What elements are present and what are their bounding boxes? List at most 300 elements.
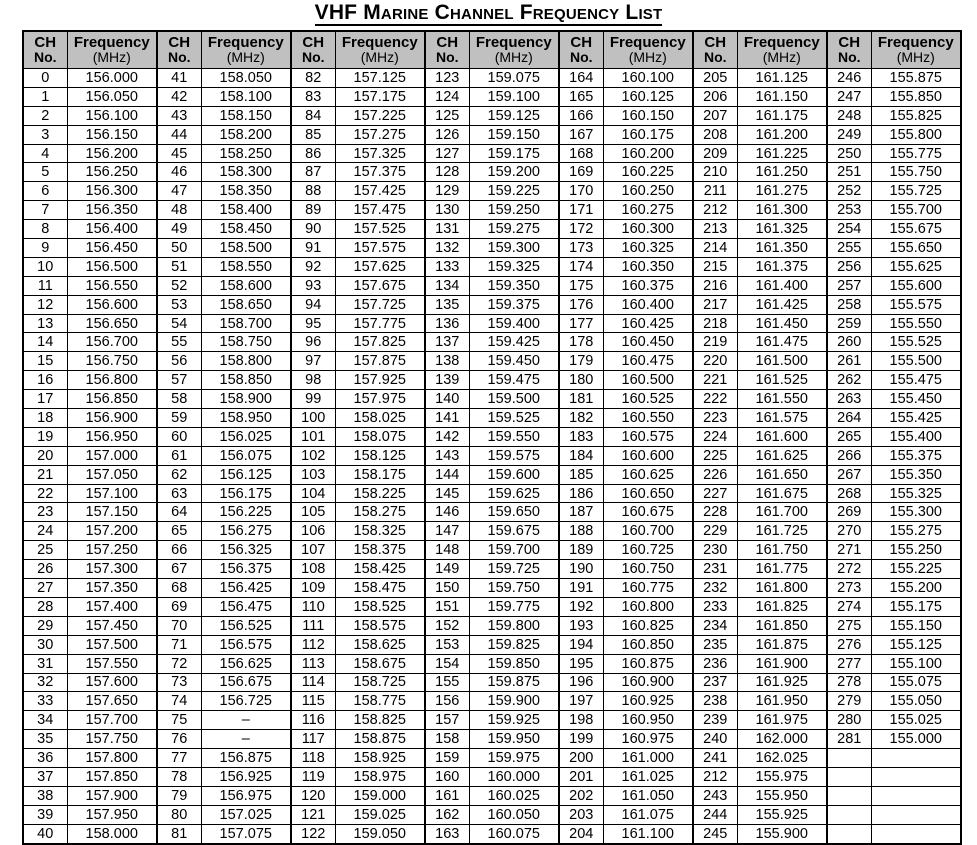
channel-number-cell bbox=[827, 824, 871, 843]
frequency-cell: 160.250 bbox=[603, 182, 693, 201]
frequency-cell: 161.850 bbox=[737, 616, 827, 635]
frequency-cell: 159.000 bbox=[335, 786, 425, 805]
table-row bbox=[23, 730, 961, 749]
channel-number-cell: 277 bbox=[827, 654, 871, 673]
channel-number-cell: 164 bbox=[559, 69, 603, 88]
channel-number-cell: 234 bbox=[693, 616, 737, 635]
table-row bbox=[23, 465, 961, 484]
frequency-cell: 161.800 bbox=[737, 579, 827, 598]
channel-number-cell: 118 bbox=[291, 749, 335, 768]
channel-number-cell: 165 bbox=[559, 87, 603, 106]
frequency-cell: 161.775 bbox=[737, 560, 827, 579]
frequency-cell: 157.450 bbox=[67, 616, 157, 635]
channel-number-cell: 90 bbox=[291, 220, 335, 239]
frequency-cell: 160.325 bbox=[603, 239, 693, 258]
frequency-cell: 160.875 bbox=[603, 654, 693, 673]
frequency-cell: 156.575 bbox=[201, 635, 291, 654]
ch-header-label: CH bbox=[436, 34, 459, 51]
channel-number-cell: 153 bbox=[425, 635, 469, 654]
frequency-cell: 159.650 bbox=[469, 503, 559, 522]
channel-number-cell: 228 bbox=[693, 503, 737, 522]
frequency-cell: 157.425 bbox=[335, 182, 425, 201]
channel-number-cell: 199 bbox=[559, 730, 603, 749]
channel-number-cell: 88 bbox=[291, 182, 335, 201]
channel-number-cell: 82 bbox=[291, 69, 335, 88]
frequency-cell: 158.000 bbox=[67, 824, 157, 843]
frequency-cell: 156.725 bbox=[201, 692, 291, 711]
channel-number-cell: 73 bbox=[157, 673, 201, 692]
frequency-cell bbox=[871, 749, 961, 768]
channel-number-cell: 122 bbox=[291, 824, 335, 843]
channel-number-cell: 163 bbox=[425, 824, 469, 843]
frequency-cell: 159.575 bbox=[469, 446, 559, 465]
channel-number-cell: 25 bbox=[23, 541, 67, 560]
channel-number-cell: 14 bbox=[23, 333, 67, 352]
channel-number-cell: 127 bbox=[425, 144, 469, 163]
channel-number-cell: 38 bbox=[23, 786, 67, 805]
frequency-cell: 161.325 bbox=[737, 220, 827, 239]
frequency-cell: 159.925 bbox=[469, 711, 559, 730]
channel-number-cell: 173 bbox=[559, 239, 603, 258]
channel-number-cell: 212 bbox=[693, 767, 737, 786]
frequency-cell: 161.150 bbox=[737, 87, 827, 106]
channel-number-cell: 108 bbox=[291, 560, 335, 579]
frequency-cell: 158.150 bbox=[201, 106, 291, 125]
frequency-cell: 159.725 bbox=[469, 560, 559, 579]
frequency-cell: 155.150 bbox=[871, 616, 961, 635]
frequency-header bbox=[335, 31, 425, 69]
frequency-cell: 155.800 bbox=[871, 125, 961, 144]
frequency-cell: 155.400 bbox=[871, 427, 961, 446]
frequency-cell: 160.125 bbox=[603, 87, 693, 106]
frequency-cell: 160.425 bbox=[603, 314, 693, 333]
frequency-cell: 158.450 bbox=[201, 220, 291, 239]
frequency-cell: 160.050 bbox=[469, 805, 559, 824]
frequency-cell: 157.750 bbox=[67, 730, 157, 749]
channel-number-cell: 211 bbox=[693, 182, 737, 201]
frequency-cell: 158.200 bbox=[201, 125, 291, 144]
channel-number-cell: 254 bbox=[827, 220, 871, 239]
channel-number-cell bbox=[827, 805, 871, 824]
channel-number-cell: 46 bbox=[157, 163, 201, 182]
table-row bbox=[23, 484, 961, 503]
frequency-cell: 156.950 bbox=[67, 427, 157, 446]
channel-number-cell: 142 bbox=[425, 427, 469, 446]
channel-number-cell: 231 bbox=[693, 560, 737, 579]
frequency-cell: 160.200 bbox=[603, 144, 693, 163]
channel-number-cell: 154 bbox=[425, 654, 469, 673]
frequency-cell: 160.175 bbox=[603, 125, 693, 144]
channel-number-cell: 170 bbox=[559, 182, 603, 201]
channel-number-cell: 141 bbox=[425, 409, 469, 428]
channel-number-cell: 48 bbox=[157, 201, 201, 220]
frequency-cell: 158.750 bbox=[201, 333, 291, 352]
channel-number-cell: 17 bbox=[23, 390, 67, 409]
frequency-cell: 160.025 bbox=[469, 786, 559, 805]
channel-number-cell: 220 bbox=[693, 352, 737, 371]
frequency-cell: 160.100 bbox=[603, 69, 693, 88]
channel-number-cell: 245 bbox=[693, 824, 737, 843]
table-row bbox=[23, 314, 961, 333]
channel-number-cell: 50 bbox=[157, 239, 201, 258]
frequency-cell: 161.125 bbox=[737, 69, 827, 88]
frequency-cell: 161.025 bbox=[603, 767, 693, 786]
frequency-cell: 161.450 bbox=[737, 314, 827, 333]
channel-number-cell: 152 bbox=[425, 616, 469, 635]
frequency-cell: 159.900 bbox=[469, 692, 559, 711]
channel-number-cell: 93 bbox=[291, 276, 335, 295]
channel-number-cell: 253 bbox=[827, 201, 871, 220]
channel-number-cell: 176 bbox=[559, 295, 603, 314]
channel-number-cell: 268 bbox=[827, 484, 871, 503]
channel-number-cell: 4 bbox=[23, 144, 67, 163]
channel-number-cell: 85 bbox=[291, 125, 335, 144]
table-row bbox=[23, 87, 961, 106]
channel-number-cell: 22 bbox=[23, 484, 67, 503]
channel-number-cell: 180 bbox=[559, 371, 603, 390]
mhz-header-label: (MHz) bbox=[226, 49, 265, 65]
channel-number-cell: 248 bbox=[827, 106, 871, 125]
frequency-cell: 155.200 bbox=[871, 579, 961, 598]
channel-number-cell: 3 bbox=[23, 125, 67, 144]
channel-number-cell: 166 bbox=[559, 106, 603, 125]
channel-number-cell: 81 bbox=[157, 824, 201, 843]
frequency-cell: 157.225 bbox=[335, 106, 425, 125]
frequency-cell: 155.325 bbox=[871, 484, 961, 503]
channel-number-cell: 188 bbox=[559, 522, 603, 541]
frequency-cell: 157.875 bbox=[335, 352, 425, 371]
channel-number-cell: 13 bbox=[23, 314, 67, 333]
frequency-cell: 157.500 bbox=[67, 635, 157, 654]
frequency-cell: 160.950 bbox=[603, 711, 693, 730]
frequency-cell: 157.050 bbox=[67, 465, 157, 484]
channel-number-cell: 150 bbox=[425, 579, 469, 598]
channel-number-cell: 162 bbox=[425, 805, 469, 824]
frequency-cell: 159.475 bbox=[469, 371, 559, 390]
frequency-cell: 158.975 bbox=[335, 767, 425, 786]
frequency-header-label: Frequency bbox=[609, 34, 686, 51]
channel-number-cell: 37 bbox=[23, 767, 67, 786]
frequency-header bbox=[871, 31, 961, 69]
table-header-row bbox=[23, 31, 961, 69]
channel-number-cell bbox=[827, 767, 871, 786]
channel-number-cell: 202 bbox=[559, 786, 603, 805]
frequency-cell: 161.400 bbox=[737, 276, 827, 295]
channel-number-cell: 217 bbox=[693, 295, 737, 314]
channel-number-cell: 119 bbox=[291, 767, 335, 786]
frequency-cell: 155.500 bbox=[871, 352, 961, 371]
channel-number-cell: 260 bbox=[827, 333, 871, 352]
frequency-cell: – bbox=[201, 711, 291, 730]
frequency-cell: 157.350 bbox=[67, 579, 157, 598]
channel-number-cell: 80 bbox=[157, 805, 201, 824]
table-row bbox=[23, 711, 961, 730]
channel-number-cell: 58 bbox=[157, 390, 201, 409]
frequency-cell: 159.750 bbox=[469, 579, 559, 598]
channel-number-cell: 55 bbox=[157, 333, 201, 352]
frequency-cell: 158.775 bbox=[335, 692, 425, 711]
channel-number-cell: 18 bbox=[23, 409, 67, 428]
channel-number-cell: 233 bbox=[693, 597, 737, 616]
frequency-cell: 157.325 bbox=[335, 144, 425, 163]
frequency-cell: 161.575 bbox=[737, 409, 827, 428]
frequency-cell: 155.525 bbox=[871, 333, 961, 352]
channel-number-cell: 239 bbox=[693, 711, 737, 730]
frequency-cell: 158.575 bbox=[335, 616, 425, 635]
ch-no-header bbox=[157, 31, 201, 69]
frequency-cell: 156.600 bbox=[67, 295, 157, 314]
channel-number-cell: 197 bbox=[559, 692, 603, 711]
channel-number-cell: 134 bbox=[425, 276, 469, 295]
channel-number-cell: 179 bbox=[559, 352, 603, 371]
frequency-cell: 159.525 bbox=[469, 409, 559, 428]
channel-number-cell: 171 bbox=[559, 201, 603, 220]
frequency-cell: 157.250 bbox=[67, 541, 157, 560]
frequency-cell: 156.700 bbox=[67, 333, 157, 352]
channel-number-cell: 0 bbox=[23, 69, 67, 88]
frequency-cell: 157.625 bbox=[335, 257, 425, 276]
channel-number-cell: 133 bbox=[425, 257, 469, 276]
channel-number-cell: 33 bbox=[23, 692, 67, 711]
frequency-cell: 161.100 bbox=[603, 824, 693, 843]
frequency-cell: 158.650 bbox=[201, 295, 291, 314]
no-header-label: No. bbox=[301, 49, 325, 65]
frequency-cell: 159.325 bbox=[469, 257, 559, 276]
channel-number-cell: 19 bbox=[23, 427, 67, 446]
channel-number-cell: 183 bbox=[559, 427, 603, 446]
frequency-cell: 161.925 bbox=[737, 673, 827, 692]
channel-number-cell: 262 bbox=[827, 371, 871, 390]
channel-number-cell: 189 bbox=[559, 541, 603, 560]
frequency-cell: 161.000 bbox=[603, 749, 693, 768]
channel-number-cell: 200 bbox=[559, 749, 603, 768]
channel-number-cell: 280 bbox=[827, 711, 871, 730]
frequency-cell: 161.075 bbox=[603, 805, 693, 824]
frequency-cell: 161.375 bbox=[737, 257, 827, 276]
table-row bbox=[23, 106, 961, 125]
channel-number-cell: 255 bbox=[827, 239, 871, 258]
channel-number-cell: 230 bbox=[693, 541, 737, 560]
frequency-cell: 160.650 bbox=[603, 484, 693, 503]
channel-number-cell: 72 bbox=[157, 654, 201, 673]
channel-number-cell: 98 bbox=[291, 371, 335, 390]
frequency-cell: 161.425 bbox=[737, 295, 827, 314]
frequency-cell: 161.750 bbox=[737, 541, 827, 560]
frequency-cell: 157.375 bbox=[335, 163, 425, 182]
frequency-cell: 156.850 bbox=[67, 390, 157, 409]
no-header-label: No. bbox=[569, 49, 593, 65]
channel-number-cell: 31 bbox=[23, 654, 67, 673]
channel-number-cell: 184 bbox=[559, 446, 603, 465]
table-row bbox=[23, 503, 961, 522]
frequency-cell: 161.875 bbox=[737, 635, 827, 654]
frequency-cell: 161.350 bbox=[737, 239, 827, 258]
channel-number-cell: 136 bbox=[425, 314, 469, 333]
channel-number-cell: 92 bbox=[291, 257, 335, 276]
channel-number-cell: 205 bbox=[693, 69, 737, 88]
channel-number-cell: 240 bbox=[693, 730, 737, 749]
channel-number-cell: 24 bbox=[23, 522, 67, 541]
frequency-cell: 157.975 bbox=[335, 390, 425, 409]
channel-number-cell: 243 bbox=[693, 786, 737, 805]
frequency-cell: 155.550 bbox=[871, 314, 961, 333]
channel-number-cell: 187 bbox=[559, 503, 603, 522]
table-row bbox=[23, 560, 961, 579]
channel-number-cell: 9 bbox=[23, 239, 67, 258]
channel-number-cell: 161 bbox=[425, 786, 469, 805]
channel-number-cell: 139 bbox=[425, 371, 469, 390]
frequency-cell: 155.425 bbox=[871, 409, 961, 428]
channel-number-cell: 193 bbox=[559, 616, 603, 635]
channel-number-cell: 12 bbox=[23, 295, 67, 314]
frequency-cell: 161.050 bbox=[603, 786, 693, 805]
frequency-cell: 156.650 bbox=[67, 314, 157, 333]
frequency-cell: 157.650 bbox=[67, 692, 157, 711]
channel-number-cell: 39 bbox=[23, 805, 67, 824]
channel-number-cell: 78 bbox=[157, 767, 201, 786]
frequency-cell: 160.375 bbox=[603, 276, 693, 295]
frequency-cell: 156.250 bbox=[67, 163, 157, 182]
channel-number-cell: 229 bbox=[693, 522, 737, 541]
channel-number-cell: 252 bbox=[827, 182, 871, 201]
channel-number-cell: 273 bbox=[827, 579, 871, 598]
frequency-header-label: Frequency bbox=[73, 34, 150, 51]
channel-number-cell: 51 bbox=[157, 257, 201, 276]
frequency-cell: 155.675 bbox=[871, 220, 961, 239]
frequency-cell: 160.675 bbox=[603, 503, 693, 522]
channel-number-cell: 61 bbox=[157, 446, 201, 465]
no-header-label: No. bbox=[167, 49, 191, 65]
channel-number-cell: 235 bbox=[693, 635, 737, 654]
frequency-cell: 156.300 bbox=[67, 182, 157, 201]
channel-number-cell: 6 bbox=[23, 182, 67, 201]
frequency-cell: 155.775 bbox=[871, 144, 961, 163]
frequency-cell: 157.675 bbox=[335, 276, 425, 295]
table-body bbox=[23, 69, 961, 844]
frequency-cell: 161.675 bbox=[737, 484, 827, 503]
frequency-cell: 155.625 bbox=[871, 257, 961, 276]
frequency-header bbox=[603, 31, 693, 69]
channel-number-cell: 225 bbox=[693, 446, 737, 465]
channel-number-cell: 111 bbox=[291, 616, 335, 635]
channel-number-cell: 191 bbox=[559, 579, 603, 598]
frequency-cell: 159.100 bbox=[469, 87, 559, 106]
frequency-cell: 156.275 bbox=[201, 522, 291, 541]
channel-number-cell: 42 bbox=[157, 87, 201, 106]
channel-number-cell: 221 bbox=[693, 371, 737, 390]
channel-number-cell: 126 bbox=[425, 125, 469, 144]
frequency-cell: 158.675 bbox=[335, 654, 425, 673]
channel-number-cell: 275 bbox=[827, 616, 871, 635]
channel-number-cell: 264 bbox=[827, 409, 871, 428]
channel-number-cell: 120 bbox=[291, 786, 335, 805]
channel-number-cell: 279 bbox=[827, 692, 871, 711]
channel-number-cell: 192 bbox=[559, 597, 603, 616]
channel-number-cell: 15 bbox=[23, 352, 67, 371]
channel-number-cell: 148 bbox=[425, 541, 469, 560]
frequency-cell: 161.825 bbox=[737, 597, 827, 616]
channel-number-cell: 190 bbox=[559, 560, 603, 579]
channel-number-cell: 52 bbox=[157, 276, 201, 295]
frequency-cell: 156.075 bbox=[201, 446, 291, 465]
channel-number-cell: 49 bbox=[157, 220, 201, 239]
frequency-cell: 156.350 bbox=[67, 201, 157, 220]
channel-number-cell: 237 bbox=[693, 673, 737, 692]
frequency-cell: 160.525 bbox=[603, 390, 693, 409]
table-row bbox=[23, 635, 961, 654]
frequency-cell: 155.825 bbox=[871, 106, 961, 125]
frequency-cell: 158.125 bbox=[335, 446, 425, 465]
frequency-cell: 158.700 bbox=[201, 314, 291, 333]
frequency-cell: 161.275 bbox=[737, 182, 827, 201]
frequency-cell: 157.200 bbox=[67, 522, 157, 541]
frequency-cell: 155.125 bbox=[871, 635, 961, 654]
channel-number-cell: 83 bbox=[291, 87, 335, 106]
frequency-cell: 161.250 bbox=[737, 163, 827, 182]
ch-no-header bbox=[291, 31, 335, 69]
channel-number-cell: 23 bbox=[23, 503, 67, 522]
channel-number-cell: 218 bbox=[693, 314, 737, 333]
frequency-cell: 159.225 bbox=[469, 182, 559, 201]
frequency-cell: 158.325 bbox=[335, 522, 425, 541]
frequency-cell: 157.400 bbox=[67, 597, 157, 616]
frequency-cell: 159.025 bbox=[335, 805, 425, 824]
frequency-cell: 155.750 bbox=[871, 163, 961, 182]
channel-number-cell: 43 bbox=[157, 106, 201, 125]
channel-number-cell: 117 bbox=[291, 730, 335, 749]
frequency-cell: 161.300 bbox=[737, 201, 827, 220]
frequency-cell: 155.975 bbox=[737, 767, 827, 786]
channel-number-cell: 198 bbox=[559, 711, 603, 730]
channel-number-cell: 99 bbox=[291, 390, 335, 409]
ch-no-header bbox=[425, 31, 469, 69]
channel-number-cell: 272 bbox=[827, 560, 871, 579]
channel-number-cell: 27 bbox=[23, 579, 67, 598]
frequency-cell: 160.500 bbox=[603, 371, 693, 390]
frequency-cell: 159.150 bbox=[469, 125, 559, 144]
channel-number-cell: 172 bbox=[559, 220, 603, 239]
channel-number-cell: 266 bbox=[827, 446, 871, 465]
channel-number-cell: 68 bbox=[157, 579, 201, 598]
channel-number-cell: 157 bbox=[425, 711, 469, 730]
table-row bbox=[23, 824, 961, 843]
frequency-header bbox=[737, 31, 827, 69]
table-row bbox=[23, 69, 961, 88]
channel-number-cell: 271 bbox=[827, 541, 871, 560]
table-row bbox=[23, 579, 961, 598]
channel-number-cell: 265 bbox=[827, 427, 871, 446]
frequency-cell: 156.550 bbox=[67, 276, 157, 295]
frequency-cell: 158.925 bbox=[335, 749, 425, 768]
frequency-cell: 158.800 bbox=[201, 352, 291, 371]
channel-number-cell: 69 bbox=[157, 597, 201, 616]
channel-number-cell: 35 bbox=[23, 730, 67, 749]
frequency-cell: 156.125 bbox=[201, 465, 291, 484]
frequency-cell: 159.350 bbox=[469, 276, 559, 295]
channel-number-cell: 47 bbox=[157, 182, 201, 201]
channel-number-cell: 87 bbox=[291, 163, 335, 182]
page-title-text: VHF Marine Channel Frequency List bbox=[314, 1, 663, 24]
frequency-cell: 155.075 bbox=[871, 673, 961, 692]
frequency-cell: 161.525 bbox=[737, 371, 827, 390]
frequency-cell: 158.400 bbox=[201, 201, 291, 220]
channel-number-cell: 32 bbox=[23, 673, 67, 692]
channel-number-cell: 281 bbox=[827, 730, 871, 749]
frequency-cell: 160.225 bbox=[603, 163, 693, 182]
channel-number-cell: 74 bbox=[157, 692, 201, 711]
frequency-cell: 161.900 bbox=[737, 654, 827, 673]
frequency-cell: 160.475 bbox=[603, 352, 693, 371]
